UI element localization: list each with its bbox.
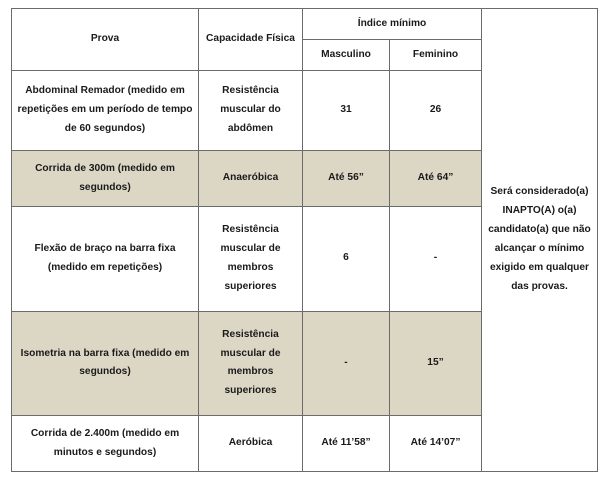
cell-masculino: - <box>303 311 390 416</box>
cell-prova: Isometria na barra fixa (medido em segundos) <box>12 311 199 416</box>
column-header-indice-minimo: Índice mínimo <box>303 9 482 40</box>
column-header-masculino: Masculino <box>303 40 390 71</box>
cell-feminino: 26 <box>390 71 482 151</box>
cell-masculino: Até 11’58” <box>303 416 390 472</box>
cell-capacidade-fisica: Resistência muscular de membros superiores <box>199 206 303 311</box>
observation-cell: Será considerado(a) INAPTO(A) o(a) candidato(a) que não alcançar o mínimo exigido em qualquer das provas. <box>482 9 598 472</box>
cell-feminino: 15” <box>390 311 482 416</box>
cell-capacidade-fisica: Resistência muscular do abdômen <box>199 71 303 151</box>
cell-prova: Corrida de 300m (medido em segundos) <box>12 151 199 207</box>
cell-prova: Corrida de 2.400m (medido em minutos e segundos) <box>12 416 199 472</box>
column-header-feminino: Feminino <box>390 40 482 71</box>
fitness-requirements-table <box>11 8 598 472</box>
cell-prova: Abdominal Remador (medido em repetições em um período de tempo de 60 segundos) <box>12 71 199 151</box>
cell-masculino: 31 <box>303 71 390 151</box>
cell-feminino: Até 14’07” <box>390 416 482 472</box>
column-header-capacidade-fisica: Capacidade Física <box>199 9 303 71</box>
column-header-prova: Prova <box>12 9 199 71</box>
cell-masculino: 6 <box>303 206 390 311</box>
cell-capacidade-fisica: Resistência muscular de membros superiores <box>199 311 303 416</box>
cell-prova: Flexão de braço na barra fixa (medido em repetições) <box>12 206 199 311</box>
cell-feminino: Até 64” <box>390 151 482 207</box>
cell-capacidade-fisica: Anaeróbica <box>199 151 303 207</box>
cell-masculino: Até 56” <box>303 151 390 207</box>
fitness-requirements-table-container <box>11 8 597 472</box>
table-header-row-primary <box>12 9 598 40</box>
cell-capacidade-fisica: Aeróbica <box>199 416 303 472</box>
cell-feminino: - <box>390 206 482 311</box>
